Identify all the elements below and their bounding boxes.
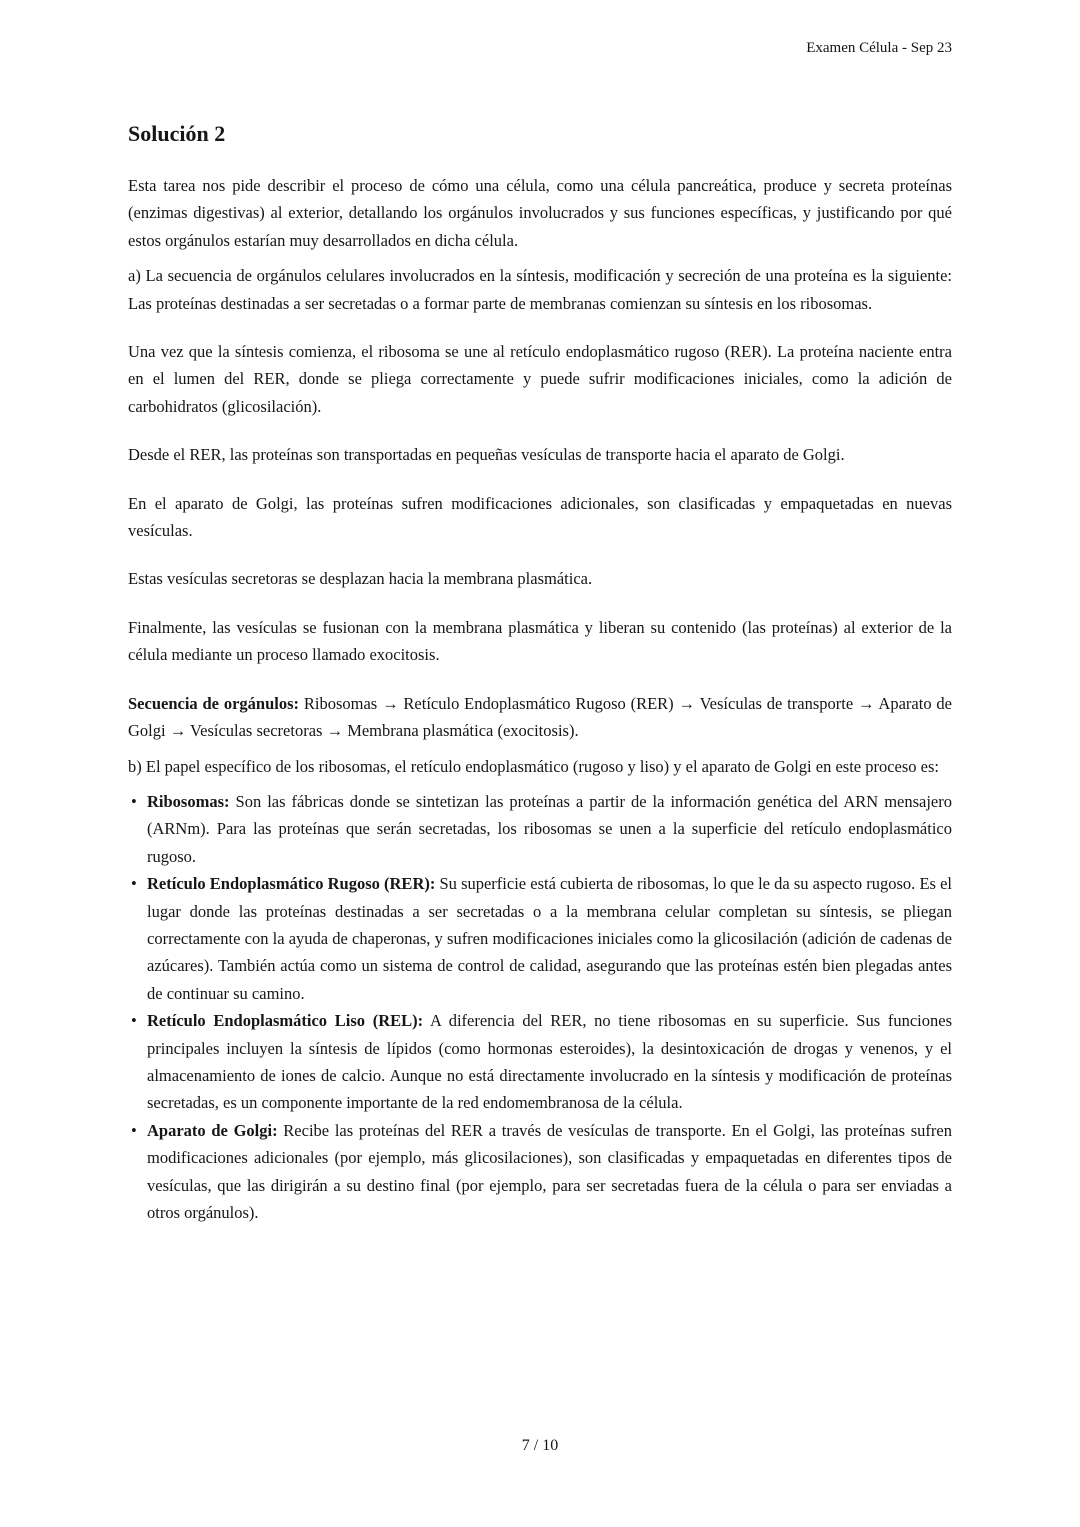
paragraph-organelle-sequence bbox=[128, 690, 952, 745]
bullet-text: A diferencia del RER, no tiene ribosomas en su superficie. Sus funciones principales incluyen la síntesis de lípidos (como hormonas esteroides), la desintoxicación de drogas y venenos, y el almacenamiento de iones de calcio. Aunque no está directamente involucrado en la síntesis y modificación de proteínas secretadas, es un componente importante de la red endomembranosa de la célula. bbox=[147, 1011, 952, 1113]
bullet-text: Recibe las proteínas del RER a través de vesículas de transporte. En el Golgi, las proteínas sufren modificaciones adicionales (por ejemplo, más glicosilaciones), son clasificadas y empaquetadas en diferentes tipos de vesículas, que las dirigirán a su destino final (por ejemplo, para ser secretadas fuera de la célula o para ser enviadas a otros orgánulos). bbox=[147, 1120, 952, 1222]
bullet-label: Aparato de Golgi: bbox=[147, 1120, 278, 1140]
paragraph-step-membrane: Estas vesículas secretoras se desplazan hacia la membrana plasmática. bbox=[128, 569, 593, 589]
sequence-label: Secuencia de orgánulos: bbox=[128, 693, 300, 713]
paragraph-step-exocytosis: Finalmente, las vesículas se fusionan con la membrana plasmática y liberan su contenido (las proteínas) al exterior de la célula mediante un proceso llamado exocitosis. bbox=[128, 617, 952, 665]
list-item-rel bbox=[128, 1007, 952, 1117]
paragraph-part-a: a) La secuencia de orgánulos celulares involucrados en la síntesis, modificación y secreción de una proteína es la siguiente: Las proteínas destinadas a ser secretadas o a formar parte de membranas comienzan su síntesis en los ribosomas. bbox=[128, 266, 952, 313]
bullet-label: Retículo Endoplasmático Rugoso (RER): bbox=[147, 874, 436, 894]
bullet-label: Retículo Endoplasmático Liso (REL): bbox=[147, 1011, 424, 1031]
paragraph-step-golgi: En el aparato de Golgi, las proteínas sufren modificaciones adicionales, son clasificadas y empaquetadas en nuevas vesículas. bbox=[128, 493, 952, 541]
bullet-label: Ribosomas: bbox=[147, 791, 230, 811]
list-item-golgi bbox=[128, 1117, 952, 1227]
list-item-rer bbox=[128, 870, 952, 1007]
bullet-text: Son las fábricas donde se sintetizan las proteínas a partir de la información genética del ARN mensajero (ARNm). Para las proteínas que serán secretadas, los ribosomas se unen a la superficie del retículo endoplasmático rugoso. bbox=[147, 791, 952, 866]
paragraph-step-rer: Una vez que la síntesis comienza, el ribosoma se une al retículo endoplasmático rugoso (RER). La proteína naciente entra en el lumen del RER, donde se pliega correctamente y puede sufrir modificaciones iniciales, como la adición de carbohidratos (glicosilación). bbox=[128, 342, 952, 416]
paragraph-step-vesicles: Desde el RER, las proteínas son transportadas en pequeñas vesículas de transporte hacia el aparato de Golgi. bbox=[128, 445, 845, 465]
page-title: Solución 2 bbox=[128, 121, 226, 146]
bullet-text: Su superficie está cubierta de ribosomas, lo que le da su aspecto rugoso. Es el lugar donde las proteínas destinadas a ser secretadas o a la membrana celular completan su síntesis, se pliegan correctamente con la ayuda de chaperonas, y sufren modificaciones iniciales como la glicosilación (adición de cadenas de azúcares). También actúa como un sistema de control de calidad, asegurando que las proteínas estén bien plegadas antes de continuar su camino. bbox=[147, 874, 952, 1003]
sequence-text: Ribosomas → Retículo Endoplasmático Rugoso (RER) → Vesículas de transporte → Aparato de Golgi → Vesículas secretoras → Membrana plasmática (exocitosis). bbox=[128, 693, 952, 741]
page-header bbox=[128, 38, 952, 58]
list-item-ribosomas bbox=[128, 788, 952, 870]
paragraph-part-b: b) El papel específico de los ribosomas, el retículo endoplasmático (rugoso y liso) y el aparato de Golgi en este proceso es: bbox=[128, 756, 940, 776]
paragraph-intro: Esta tarea nos pide describir el proceso de cómo una célula, como una célula pancreática, produce y secreta proteínas (enzimas digestivas) al exterior, detallando los orgánulos involucrados y sus funciones específicas, y justificando por qué estos orgánulos estarían muy desarrollados en dicha célula. bbox=[128, 176, 952, 250]
organelle-bullet-list bbox=[128, 788, 952, 1227]
header-text: Examen Célula - Sep 23 bbox=[806, 40, 952, 56]
page-number: 7 / 10 bbox=[521, 1437, 559, 1454]
